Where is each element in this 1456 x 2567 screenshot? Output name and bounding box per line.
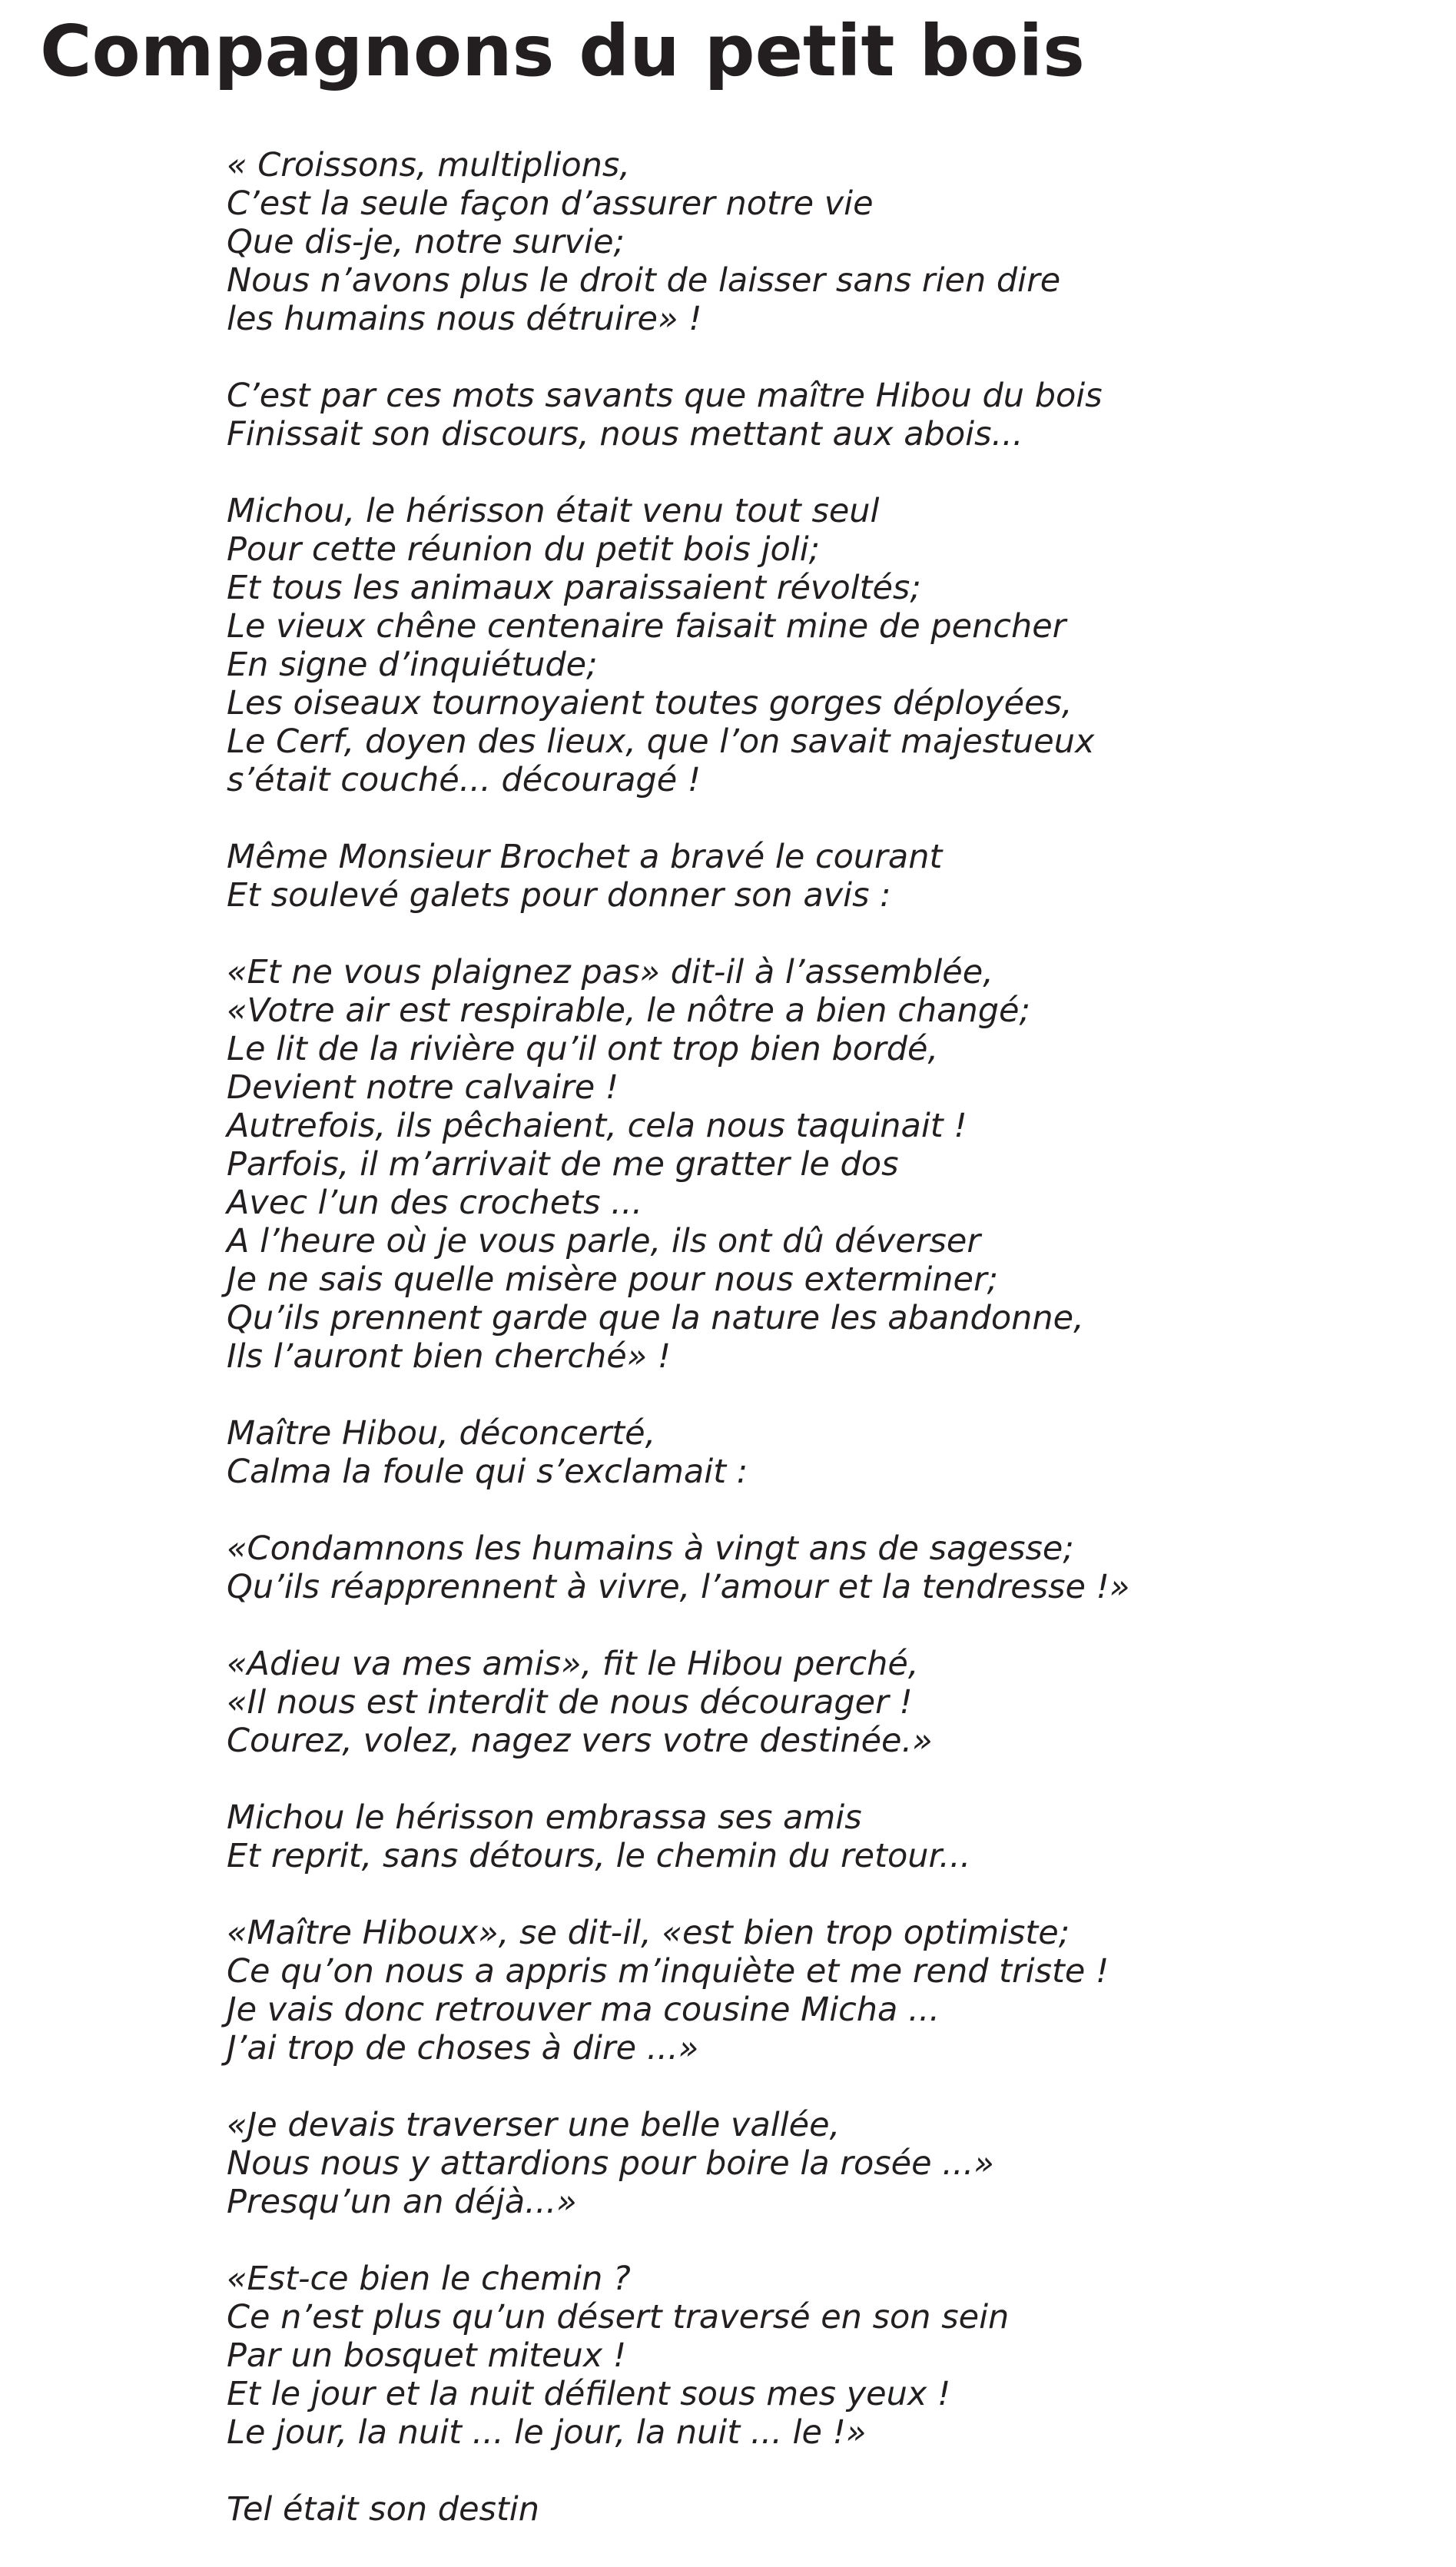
poem-line: Le vieux chêne centenaire faisait mine de pencher <box>227 607 1066 646</box>
stanza <box>227 1529 1425 1606</box>
poem-line: Et le jour et la nuit défilent sous mes yeux ! <box>227 2375 951 2413</box>
poem-line: «Condamnons les humains à vingt ans de sagesse; <box>227 1529 1074 1568</box>
poem-line: Même Monsieur Brochet a bravé le courant <box>227 838 943 876</box>
poem-line: Presqu’un an déjà...» <box>227 2183 577 2221</box>
poem-line: Ce qu’on nous a appris m’inquiète et me rend triste ! <box>227 1952 1109 1991</box>
stanza <box>227 377 1425 453</box>
poem-line: Le jour, la nuit ... le jour, la nuit ... le !» <box>227 2413 867 2452</box>
stanza <box>227 1645 1425 1760</box>
poem-line: Qu’ils réapprennent à vivre, l’amour et la tendresse !» <box>227 1568 1130 1606</box>
poem-line: J’ai trop de choses à dire ...» <box>227 2029 699 2067</box>
poem-line: Qu’ils prennent garde que la nature les abandonne, <box>227 1299 1084 1337</box>
poem-line: Calma la foule qui s’exclamait : <box>227 1453 748 1491</box>
stanza <box>227 492 1425 799</box>
poem-line: Autrefois, ils pêchaient, cela nous taquinait ! <box>227 1107 967 1145</box>
poem-body <box>227 146 1425 2567</box>
stanza <box>227 838 1425 915</box>
poem-line: «Et ne vous plaignez pas» dit-il à l’assemblée, <box>227 953 993 991</box>
poem-line: Michou, le hérisson était venu tout seul <box>227 492 880 530</box>
stanza <box>227 1914 1425 2067</box>
poem-line: Ce n’est plus qu’un désert traversé en son sein <box>227 2298 1010 2336</box>
poem-line: Par un bosquet miteux ! <box>227 2336 627 2375</box>
stanza <box>227 2490 1425 2529</box>
poem-line: Le Cerf, doyen des lieux, que l’on savait majestueux <box>227 722 1095 761</box>
poem-line: Parfois, il m’arrivait de me gratter le dos <box>227 1145 899 1184</box>
poem-line: Avec l’un des crochets ... <box>227 1184 643 1222</box>
poem-line: Nous nous y attardions pour boire la rosée ...» <box>227 2144 994 2183</box>
stanza <box>227 1414 1425 1491</box>
poem-line: « Croissons, multiplions, <box>227 146 630 184</box>
poem-line: «Est-ce bien le chemin ? <box>227 2260 631 2298</box>
poem-title: Compagnons du petit bois <box>40 10 1085 92</box>
poem-line: Nous n’avons plus le droit de laisser sans rien dire <box>227 261 1061 300</box>
poem-line: «Adieu va mes amis», fit le Hibou perché, <box>227 1645 919 1683</box>
poem-line: Et soulevé galets pour donner son avis : <box>227 876 891 915</box>
poem-line: Tel était son destin <box>227 2490 540 2529</box>
poem-line: Pour cette réunion du petit bois joli; <box>227 530 821 569</box>
poem-line: Les oiseaux tournoyaient toutes gorges déployées, <box>227 684 1073 722</box>
poem-line: Je vais donc retrouver ma cousine Micha ... <box>227 1991 940 2029</box>
poem-line: Et reprit, sans détours, le chemin du retour... <box>227 1837 971 1875</box>
poem-line: Devient notre calvaire ! <box>227 1068 619 1107</box>
poem-line: Je ne sais quelle misère pour nous exterminer; <box>227 1260 999 1299</box>
poem-line: Finissait son discours, nous mettant aux abois... <box>227 415 1023 453</box>
poem-line: En signe d’inquiétude; <box>227 646 598 684</box>
poem-line: Et tous les animaux paraissaient révoltés; <box>227 569 921 607</box>
poem-line: Courez, volez, nagez vers votre destinée.» <box>227 1722 933 1760</box>
stanza <box>227 146 1425 338</box>
poem-line: les humains nous détruire» ! <box>227 300 702 338</box>
poem-line: Maître Hibou, déconcerté, <box>227 1414 656 1453</box>
poem-line: A l’heure où je vous parle, ils ont dû déverser <box>227 1222 981 1260</box>
poem-line: «Il nous est interdit de nous décourager ! <box>227 1683 913 1722</box>
poem-line: «Votre air est respirable, le nôtre a bien changé; <box>227 991 1030 1030</box>
poem-line: «Maître Hiboux», se dit-il, «est bien trop optimiste; <box>227 1914 1070 1952</box>
poem-line: Le lit de la rivière qu’il ont trop bien bordé, <box>227 1030 939 1068</box>
stanza <box>227 2106 1425 2221</box>
poem-line: s’était couché... découragé ! <box>227 761 701 799</box>
stanza <box>227 1798 1425 1875</box>
poem-line: C’est la seule façon d’assurer notre vie <box>227 184 874 223</box>
stanza <box>227 2260 1425 2452</box>
poem-line: Michou le hérisson embrassa ses amis <box>227 1798 862 1837</box>
stanza <box>227 953 1425 1376</box>
poem-line: C’est par ces mots savants que maître Hibou du bois <box>227 377 1103 415</box>
poem-line: Que dis-je, notre survie; <box>227 223 625 261</box>
poem-line: Ils l’auront bien cherché» ! <box>227 1337 672 1376</box>
poem-line: «Je devais traverser une belle vallée, <box>227 2106 841 2144</box>
